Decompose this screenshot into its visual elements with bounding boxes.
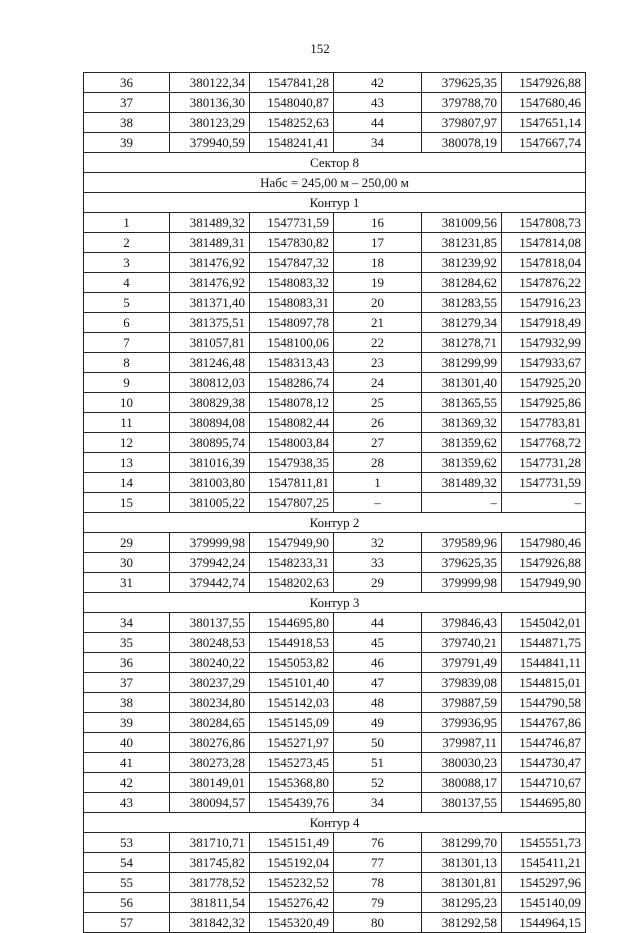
right-point-number-cell: 43 xyxy=(334,93,422,113)
right-point-number-cell: 79 xyxy=(334,893,422,913)
left-x-coordinate-cell: 381476,92 xyxy=(170,253,250,273)
section-heading-row xyxy=(84,813,586,833)
right-y-coordinate-cell: 1544730,47 xyxy=(502,753,586,773)
left-x-coordinate-cell: 380237,29 xyxy=(170,673,250,693)
table-row xyxy=(84,493,586,513)
left-x-coordinate-cell: 380149,01 xyxy=(170,773,250,793)
left-x-coordinate-cell: 381842,32 xyxy=(170,913,250,933)
table-row xyxy=(84,753,586,773)
table-row xyxy=(84,433,586,453)
left-y-coordinate-cell: 1548241,41 xyxy=(250,133,334,153)
left-y-coordinate-cell: 1547938,35 xyxy=(250,453,334,473)
left-y-coordinate-cell: 1545145,09 xyxy=(250,713,334,733)
left-point-number-cell: 35 xyxy=(84,633,170,653)
table-row xyxy=(84,393,586,413)
right-y-coordinate-cell: 1544871,75 xyxy=(502,633,586,653)
right-point-number-cell: 18 xyxy=(334,253,422,273)
right-x-coordinate-cell: 379625,35 xyxy=(422,553,502,573)
left-x-coordinate-cell: 381745,82 xyxy=(170,853,250,873)
left-x-coordinate-cell: 380829,38 xyxy=(170,393,250,413)
right-x-coordinate-cell: 381299,70 xyxy=(422,833,502,853)
left-y-coordinate-cell: 1547949,90 xyxy=(250,533,334,553)
right-x-coordinate-cell: 381278,71 xyxy=(422,333,502,353)
right-y-coordinate-cell: – xyxy=(502,493,586,513)
left-point-number-cell: 4 xyxy=(84,273,170,293)
right-y-coordinate-cell: 1547818,04 xyxy=(502,253,586,273)
right-point-number-cell: 17 xyxy=(334,233,422,253)
right-x-coordinate-cell: 381489,32 xyxy=(422,473,502,493)
coordinates-table xyxy=(83,72,586,933)
left-x-coordinate-cell: 379940,59 xyxy=(170,133,250,153)
section-heading-row xyxy=(84,173,586,193)
right-y-coordinate-cell: 1544790,58 xyxy=(502,693,586,713)
table-row xyxy=(84,553,586,573)
table-row xyxy=(84,213,586,233)
right-y-coordinate-cell: 1547680,46 xyxy=(502,93,586,113)
right-point-number-cell: 45 xyxy=(334,633,422,653)
left-y-coordinate-cell: 1548078,12 xyxy=(250,393,334,413)
left-x-coordinate-cell: 381710,71 xyxy=(170,833,250,853)
right-y-coordinate-cell: 1545411,21 xyxy=(502,853,586,873)
section-heading-row xyxy=(84,593,586,613)
left-point-number-cell: 39 xyxy=(84,133,170,153)
table-row xyxy=(84,353,586,373)
right-point-number-cell: 32 xyxy=(334,533,422,553)
right-x-coordinate-cell: 379887,59 xyxy=(422,693,502,713)
left-y-coordinate-cell: 1547847,32 xyxy=(250,253,334,273)
table-row xyxy=(84,913,586,933)
left-y-coordinate-cell: 1547731,59 xyxy=(250,213,334,233)
section-heading: Контур 2 xyxy=(84,513,586,533)
left-point-number-cell: 6 xyxy=(84,313,170,333)
left-point-number-cell: 43 xyxy=(84,793,170,813)
left-y-coordinate-cell: 1548286,74 xyxy=(250,373,334,393)
table-row xyxy=(84,73,586,93)
right-y-coordinate-cell: 1544710,67 xyxy=(502,773,586,793)
right-x-coordinate-cell: 381369,32 xyxy=(422,413,502,433)
right-x-coordinate-cell: 379791,49 xyxy=(422,653,502,673)
left-y-coordinate-cell: 1545101,40 xyxy=(250,673,334,693)
left-y-coordinate-cell: 1545368,80 xyxy=(250,773,334,793)
right-x-coordinate-cell: 381284,62 xyxy=(422,273,502,293)
left-point-number-cell: 55 xyxy=(84,873,170,893)
table-row xyxy=(84,453,586,473)
section-heading: Контур 3 xyxy=(84,593,586,613)
right-point-number-cell: 34 xyxy=(334,793,422,813)
left-point-number-cell: 30 xyxy=(84,553,170,573)
left-x-coordinate-cell: 381489,32 xyxy=(170,213,250,233)
table-row xyxy=(84,573,586,593)
table-row xyxy=(84,273,586,293)
left-y-coordinate-cell: 1548003,84 xyxy=(250,433,334,453)
left-y-coordinate-cell: 1548313,43 xyxy=(250,353,334,373)
left-point-number-cell: 14 xyxy=(84,473,170,493)
right-point-number-cell: 23 xyxy=(334,353,422,373)
left-x-coordinate-cell: 380812,03 xyxy=(170,373,250,393)
left-point-number-cell: 10 xyxy=(84,393,170,413)
right-y-coordinate-cell: 1547651,14 xyxy=(502,113,586,133)
table-row xyxy=(84,93,586,113)
left-x-coordinate-cell: 380234,80 xyxy=(170,693,250,713)
right-y-coordinate-cell: 1545042,01 xyxy=(502,613,586,633)
left-y-coordinate-cell: 1544918,53 xyxy=(250,633,334,653)
right-point-number-cell: 80 xyxy=(334,913,422,933)
right-x-coordinate-cell: 381231,85 xyxy=(422,233,502,253)
left-point-number-cell: 36 xyxy=(84,73,170,93)
right-point-number-cell: 49 xyxy=(334,713,422,733)
left-point-number-cell: 2 xyxy=(84,233,170,253)
left-y-coordinate-cell: 1548100,06 xyxy=(250,333,334,353)
right-y-coordinate-cell: 1547667,74 xyxy=(502,133,586,153)
table-row xyxy=(84,633,586,653)
right-x-coordinate-cell: 381301,40 xyxy=(422,373,502,393)
left-point-number-cell: 7 xyxy=(84,333,170,353)
right-point-number-cell: 44 xyxy=(334,113,422,133)
table-row xyxy=(84,893,586,913)
right-x-coordinate-cell: 380078,19 xyxy=(422,133,502,153)
right-x-coordinate-cell: 380030,23 xyxy=(422,753,502,773)
right-point-number-cell: 50 xyxy=(334,733,422,753)
table-row xyxy=(84,853,586,873)
left-x-coordinate-cell: 381375,51 xyxy=(170,313,250,333)
right-point-number-cell: 22 xyxy=(334,333,422,353)
left-point-number-cell: 9 xyxy=(84,373,170,393)
right-x-coordinate-cell: 381009,56 xyxy=(422,213,502,233)
right-point-number-cell: 76 xyxy=(334,833,422,853)
left-x-coordinate-cell: 380123,29 xyxy=(170,113,250,133)
table-row xyxy=(84,373,586,393)
section-heading: Контур 1 xyxy=(84,193,586,213)
right-x-coordinate-cell: 379839,08 xyxy=(422,673,502,693)
table-row xyxy=(84,773,586,793)
left-y-coordinate-cell: 1547811,81 xyxy=(250,473,334,493)
right-x-coordinate-cell: 381301,81 xyxy=(422,873,502,893)
right-x-coordinate-cell: 379740,21 xyxy=(422,633,502,653)
left-x-coordinate-cell: 381778,52 xyxy=(170,873,250,893)
table-row xyxy=(84,253,586,273)
right-point-number-cell: 25 xyxy=(334,393,422,413)
left-y-coordinate-cell: 1545273,45 xyxy=(250,753,334,773)
right-y-coordinate-cell: 1547926,88 xyxy=(502,553,586,573)
left-point-number-cell: 15 xyxy=(84,493,170,513)
table-row xyxy=(84,113,586,133)
right-y-coordinate-cell: 1545297,96 xyxy=(502,873,586,893)
right-point-number-cell: 20 xyxy=(334,293,422,313)
left-y-coordinate-cell: 1547830,82 xyxy=(250,233,334,253)
right-x-coordinate-cell: – xyxy=(422,493,502,513)
left-point-number-cell: 37 xyxy=(84,93,170,113)
right-x-coordinate-cell: 381301,13 xyxy=(422,853,502,873)
left-point-number-cell: 38 xyxy=(84,693,170,713)
right-x-coordinate-cell: 379936,95 xyxy=(422,713,502,733)
left-x-coordinate-cell: 381371,40 xyxy=(170,293,250,313)
left-point-number-cell: 42 xyxy=(84,773,170,793)
section-heading-row xyxy=(84,513,586,533)
table-row xyxy=(84,533,586,553)
right-y-coordinate-cell: 1547731,59 xyxy=(502,473,586,493)
right-y-coordinate-cell: 1547932,99 xyxy=(502,333,586,353)
left-point-number-cell: 57 xyxy=(84,913,170,933)
right-y-coordinate-cell: 1547916,23 xyxy=(502,293,586,313)
right-y-coordinate-cell: 1547926,88 xyxy=(502,73,586,93)
right-point-number-cell: 52 xyxy=(334,773,422,793)
right-point-number-cell: 27 xyxy=(334,433,422,453)
left-x-coordinate-cell: 381246,48 xyxy=(170,353,250,373)
left-y-coordinate-cell: 1548040,87 xyxy=(250,93,334,113)
left-point-number-cell: 1 xyxy=(84,213,170,233)
left-x-coordinate-cell: 380094,57 xyxy=(170,793,250,813)
right-y-coordinate-cell: 1545551,73 xyxy=(502,833,586,853)
left-point-number-cell: 8 xyxy=(84,353,170,373)
left-x-coordinate-cell: 380284,65 xyxy=(170,713,250,733)
left-x-coordinate-cell: 381003,80 xyxy=(170,473,250,493)
left-x-coordinate-cell: 380240,22 xyxy=(170,653,250,673)
right-point-number-cell: 78 xyxy=(334,873,422,893)
right-x-coordinate-cell: 379788,70 xyxy=(422,93,502,113)
right-x-coordinate-cell: 381292,58 xyxy=(422,913,502,933)
left-y-coordinate-cell: 1545053,82 xyxy=(250,653,334,673)
right-x-coordinate-cell: 379589,96 xyxy=(422,533,502,553)
right-point-number-cell: 26 xyxy=(334,413,422,433)
table-row xyxy=(84,473,586,493)
right-point-number-cell: 42 xyxy=(334,73,422,93)
left-x-coordinate-cell: 381016,39 xyxy=(170,453,250,473)
right-y-coordinate-cell: 1544815,01 xyxy=(502,673,586,693)
left-x-coordinate-cell: 380276,86 xyxy=(170,733,250,753)
table-row xyxy=(84,713,586,733)
coordinates-table-body xyxy=(84,73,586,933)
right-point-number-cell: 44 xyxy=(334,613,422,633)
right-y-coordinate-cell: 1544695,80 xyxy=(502,793,586,813)
table-row xyxy=(84,833,586,853)
left-y-coordinate-cell: 1544695,80 xyxy=(250,613,334,633)
left-y-coordinate-cell: 1548252,63 xyxy=(250,113,334,133)
right-x-coordinate-cell: 381239,92 xyxy=(422,253,502,273)
right-point-number-cell: 48 xyxy=(334,693,422,713)
right-point-number-cell: 16 xyxy=(334,213,422,233)
table-row xyxy=(84,733,586,753)
section-heading: Контур 4 xyxy=(84,813,586,833)
table-row xyxy=(84,133,586,153)
left-point-number-cell: 56 xyxy=(84,893,170,913)
right-point-number-cell: 24 xyxy=(334,373,422,393)
left-point-number-cell: 31 xyxy=(84,573,170,593)
table-row xyxy=(84,613,586,633)
right-x-coordinate-cell: 381295,23 xyxy=(422,893,502,913)
right-y-coordinate-cell: 1547783,81 xyxy=(502,413,586,433)
right-point-number-cell: 1 xyxy=(334,473,422,493)
right-x-coordinate-cell: 381359,62 xyxy=(422,433,502,453)
right-point-number-cell: 77 xyxy=(334,853,422,873)
left-point-number-cell: 3 xyxy=(84,253,170,273)
left-y-coordinate-cell: 1545320,49 xyxy=(250,913,334,933)
table-row xyxy=(84,873,586,893)
left-x-coordinate-cell: 380136,30 xyxy=(170,93,250,113)
left-x-coordinate-cell: 380122,34 xyxy=(170,73,250,93)
right-y-coordinate-cell: 1547933,67 xyxy=(502,353,586,373)
left-point-number-cell: 54 xyxy=(84,853,170,873)
left-point-number-cell: 41 xyxy=(84,753,170,773)
right-x-coordinate-cell: 381365,55 xyxy=(422,393,502,413)
right-x-coordinate-cell: 381359,62 xyxy=(422,453,502,473)
table-row xyxy=(84,293,586,313)
left-x-coordinate-cell: 379442,74 xyxy=(170,573,250,593)
right-y-coordinate-cell: 1547980,46 xyxy=(502,533,586,553)
left-y-coordinate-cell: 1545142,03 xyxy=(250,693,334,713)
left-x-coordinate-cell: 380137,55 xyxy=(170,613,250,633)
left-x-coordinate-cell: 380895,74 xyxy=(170,433,250,453)
right-y-coordinate-cell: 1544767,86 xyxy=(502,713,586,733)
left-point-number-cell: 11 xyxy=(84,413,170,433)
table-row xyxy=(84,653,586,673)
left-y-coordinate-cell: 1548082,44 xyxy=(250,413,334,433)
section-heading: Набс = 245,00 м – 250,00 м xyxy=(84,173,586,193)
right-x-coordinate-cell: 380137,55 xyxy=(422,793,502,813)
section-heading-row xyxy=(84,193,586,213)
left-point-number-cell: 36 xyxy=(84,653,170,673)
left-y-coordinate-cell: 1545192,04 xyxy=(250,853,334,873)
left-y-coordinate-cell: 1548233,31 xyxy=(250,553,334,573)
right-point-number-cell: 19 xyxy=(334,273,422,293)
left-y-coordinate-cell: 1545151,49 xyxy=(250,833,334,853)
right-y-coordinate-cell: 1547876,22 xyxy=(502,273,586,293)
right-point-number-cell: 29 xyxy=(334,573,422,593)
table-row xyxy=(84,313,586,333)
left-point-number-cell: 53 xyxy=(84,833,170,853)
left-y-coordinate-cell: 1545232,52 xyxy=(250,873,334,893)
right-y-coordinate-cell: 1547925,20 xyxy=(502,373,586,393)
right-point-number-cell: 28 xyxy=(334,453,422,473)
right-y-coordinate-cell: 1547925,86 xyxy=(502,393,586,413)
right-x-coordinate-cell: 379999,98 xyxy=(422,573,502,593)
left-x-coordinate-cell: 380248,53 xyxy=(170,633,250,653)
left-point-number-cell: 13 xyxy=(84,453,170,473)
left-y-coordinate-cell: 1545439,76 xyxy=(250,793,334,813)
right-y-coordinate-cell: 1547731,28 xyxy=(502,453,586,473)
left-x-coordinate-cell: 381005,22 xyxy=(170,493,250,513)
left-x-coordinate-cell: 379999,98 xyxy=(170,533,250,553)
table-row xyxy=(84,673,586,693)
right-point-number-cell: – xyxy=(334,493,422,513)
right-y-coordinate-cell: 1547768,72 xyxy=(502,433,586,453)
left-y-coordinate-cell: 1548083,31 xyxy=(250,293,334,313)
right-x-coordinate-cell: 379625,35 xyxy=(422,73,502,93)
right-y-coordinate-cell: 1547918,49 xyxy=(502,313,586,333)
left-point-number-cell: 5 xyxy=(84,293,170,313)
section-heading: Сектор 8 xyxy=(84,153,586,173)
left-x-coordinate-cell: 381811,54 xyxy=(170,893,250,913)
right-point-number-cell: 21 xyxy=(334,313,422,333)
right-point-number-cell: 51 xyxy=(334,753,422,773)
right-y-coordinate-cell: 1547814,08 xyxy=(502,233,586,253)
right-y-coordinate-cell: 1547949,90 xyxy=(502,573,586,593)
right-point-number-cell: 47 xyxy=(334,673,422,693)
table-row xyxy=(84,693,586,713)
right-y-coordinate-cell: 1545140,09 xyxy=(502,893,586,913)
left-point-number-cell: 34 xyxy=(84,613,170,633)
table-row xyxy=(84,413,586,433)
right-x-coordinate-cell: 381283,55 xyxy=(422,293,502,313)
left-y-coordinate-cell: 1548202,63 xyxy=(250,573,334,593)
right-x-coordinate-cell: 379807,97 xyxy=(422,113,502,133)
right-point-number-cell: 34 xyxy=(334,133,422,153)
table-row xyxy=(84,233,586,253)
right-point-number-cell: 46 xyxy=(334,653,422,673)
table-row xyxy=(84,793,586,813)
right-x-coordinate-cell: 381299,99 xyxy=(422,353,502,373)
right-y-coordinate-cell: 1544964,15 xyxy=(502,913,586,933)
left-y-coordinate-cell: 1547807,25 xyxy=(250,493,334,513)
left-point-number-cell: 12 xyxy=(84,433,170,453)
left-x-coordinate-cell: 379942,24 xyxy=(170,553,250,573)
page-number: 152 xyxy=(310,41,330,56)
left-point-number-cell: 38 xyxy=(84,113,170,133)
right-x-coordinate-cell: 380088,17 xyxy=(422,773,502,793)
right-y-coordinate-cell: 1547808,73 xyxy=(502,213,586,233)
left-point-number-cell: 29 xyxy=(84,533,170,553)
right-x-coordinate-cell: 379987,11 xyxy=(422,733,502,753)
right-y-coordinate-cell: 1544746,87 xyxy=(502,733,586,753)
left-x-coordinate-cell: 380894,08 xyxy=(170,413,250,433)
right-y-coordinate-cell: 1544841,11 xyxy=(502,653,586,673)
left-y-coordinate-cell: 1548097,78 xyxy=(250,313,334,333)
left-x-coordinate-cell: 381476,92 xyxy=(170,273,250,293)
left-y-coordinate-cell: 1547841,28 xyxy=(250,73,334,93)
left-y-coordinate-cell: 1548083,32 xyxy=(250,273,334,293)
left-y-coordinate-cell: 1545276,42 xyxy=(250,893,334,913)
right-x-coordinate-cell: 381279,34 xyxy=(422,313,502,333)
left-point-number-cell: 39 xyxy=(84,713,170,733)
left-point-number-cell: 37 xyxy=(84,673,170,693)
section-heading-row xyxy=(84,153,586,173)
left-x-coordinate-cell: 381057,81 xyxy=(170,333,250,353)
left-point-number-cell: 40 xyxy=(84,733,170,753)
left-x-coordinate-cell: 381489,31 xyxy=(170,233,250,253)
right-x-coordinate-cell: 379846,43 xyxy=(422,613,502,633)
table-row xyxy=(84,333,586,353)
left-x-coordinate-cell: 380273,28 xyxy=(170,753,250,773)
right-point-number-cell: 33 xyxy=(334,553,422,573)
left-y-coordinate-cell: 1545271,97 xyxy=(250,733,334,753)
